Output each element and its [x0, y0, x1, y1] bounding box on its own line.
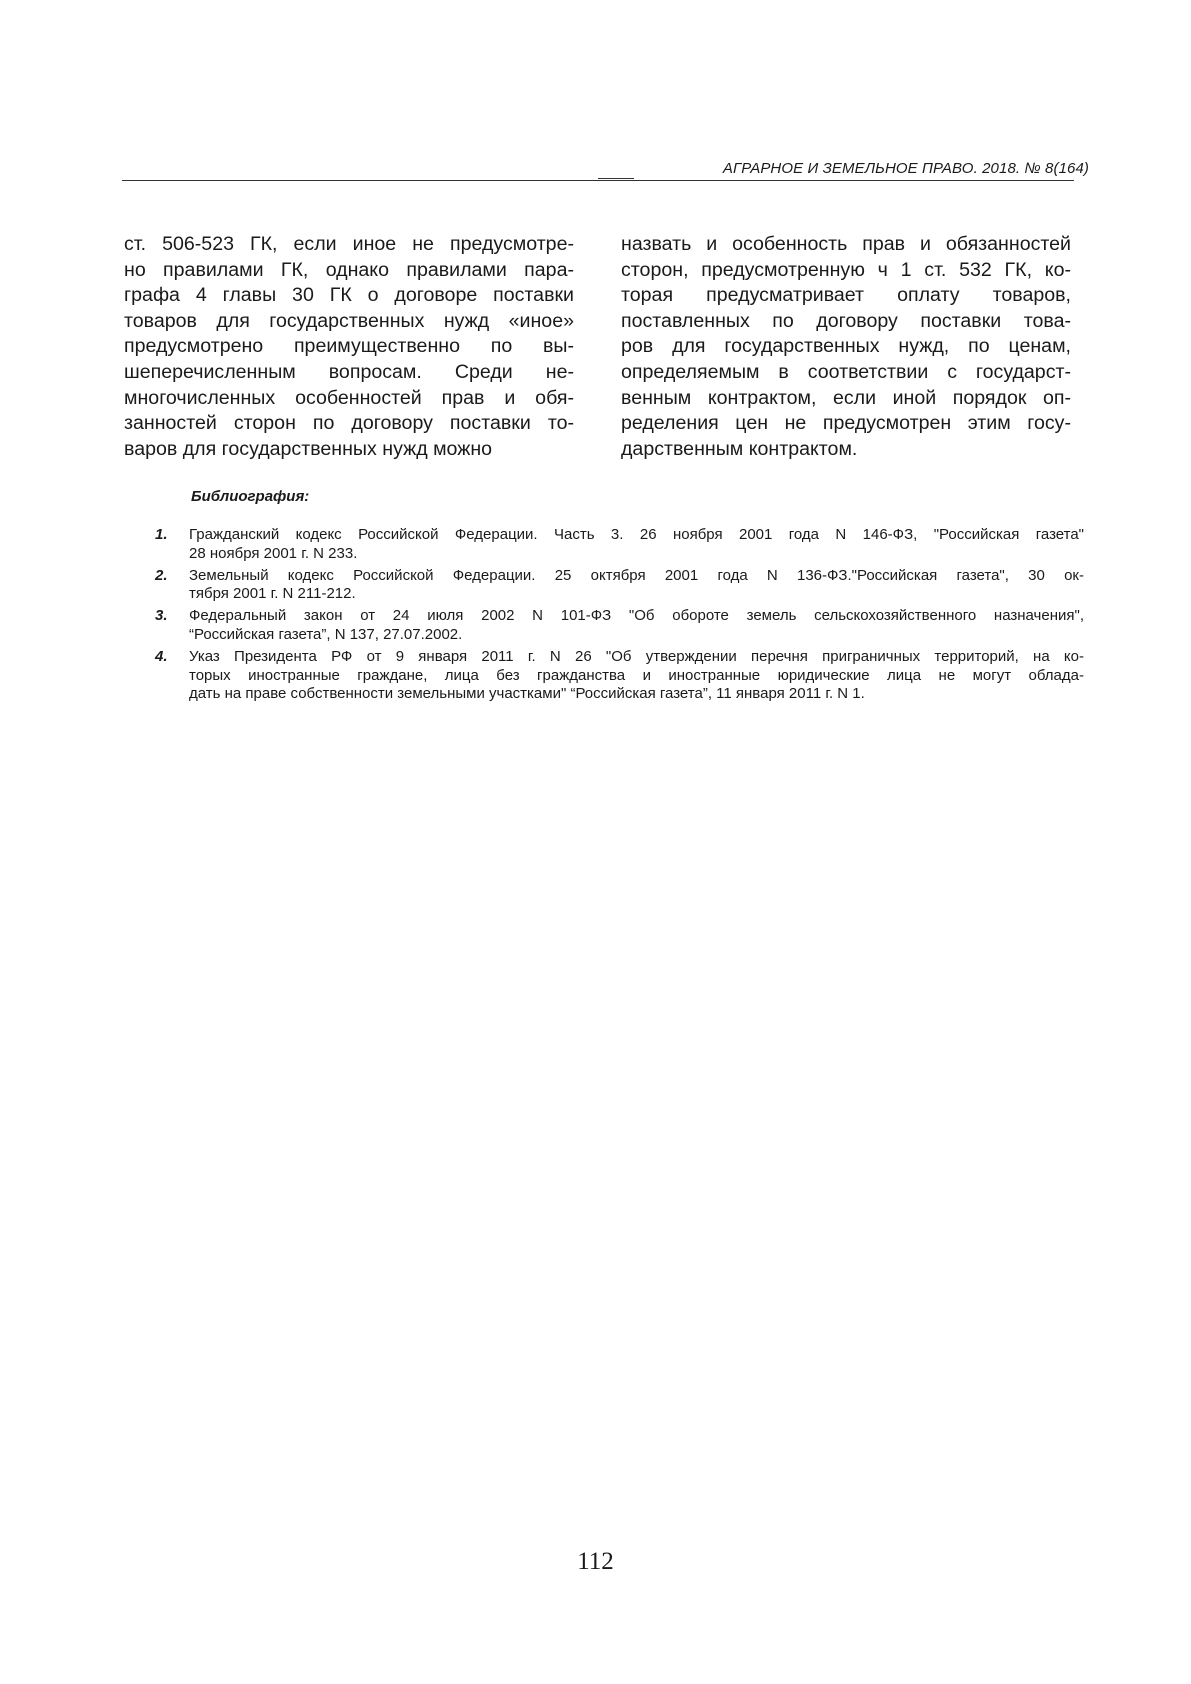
- bibliography-item-line: 28 ноября 2001 г. N 233.: [189, 544, 358, 562]
- bibliography-item: [155, 526, 1084, 563]
- bibliography-item-line: Указ Президента РФ от 9 января 2011 г. N 26 "Об утверждении перечня приграничных территорий, на ко-: [189, 648, 1084, 666]
- bibliography-item: [155, 607, 1084, 644]
- body-text-line: ст. 506-523 ГК, если иное не предусмотре-: [124, 233, 574, 255]
- bibliography-item-number: 3.: [155, 607, 168, 625]
- bibliography-item-line: дать на праве собственности земельными участками" “Российская газета”, 11 января 2011 г. N 1.: [189, 685, 865, 703]
- journal-running-header: АГРАРНОЕ И ЗЕМЕЛЬНОЕ ПРАВО. 2018. № 8(164): [722, 160, 1089, 177]
- bibliography-item: [155, 567, 1084, 604]
- body-text-line: варов для государственных нужд можно: [124, 437, 493, 460]
- bibliography-item-number: 4.: [155, 648, 168, 666]
- body-text-line: венным контрактом, если иной порядок оп-: [621, 386, 1071, 409]
- body-text-line: торая предусматривает оплату товаров,: [621, 284, 1071, 307]
- bibliography-item-line: Земельный кодекс Российской Федерации. 25 октября 2001 года N 136-ФЗ."Российская газета", 30 ок-: [189, 566, 1084, 584]
- body-left-column: [124, 232, 574, 462]
- body-text-line: шеперечисленным вопросам. Среди не-: [124, 360, 574, 383]
- bibliography-item-line: Федеральный закон от 24 июля 2002 N 101-ФЗ "Об обороте земель сельскохозяйственного назначения",: [189, 607, 1084, 625]
- bibliography-item-number: 1.: [155, 526, 168, 543]
- header-rule-accent: [598, 178, 634, 179]
- body-text-line: определяемым в соответствии с государст-: [621, 360, 1071, 383]
- bibliography-heading: Библиография:: [191, 488, 310, 505]
- body-text-line: ределения цен не предусмотрен этим госу-: [621, 412, 1071, 435]
- body-text-line: поставленных по договору поставки това-: [621, 309, 1071, 332]
- body-text-line: многочисленных особенностей прав и обя-: [124, 386, 574, 409]
- bibliography-item: [155, 648, 1084, 704]
- body-text-line: предусмотрено преимущественно по вы-: [124, 335, 574, 358]
- bibliography-item-line: “Российская газета”, N 137, 27.07.2002.: [189, 625, 463, 643]
- body-text-line: графа 4 главы 30 ГК о договоре поставки: [124, 284, 574, 307]
- body-text-line: ров для государственных нужд, по ценам,: [621, 335, 1071, 358]
- bibliography-item-number: 2.: [155, 566, 168, 584]
- bibliography-list: [155, 526, 1084, 707]
- header-rule: [122, 180, 1074, 181]
- page-number: 112: [577, 1548, 614, 1575]
- bibliography-item-line: торых иностранные граждане, лица без гражданства и иностранные юридические лица не могут облада-: [189, 666, 1084, 684]
- bibliography-item-line: Гражданский кодекс Российской Федерации. Часть 3. 26 ноября 2001 года N 146-ФЗ, "Российская газета": [189, 526, 1084, 543]
- bibliography-item-line: тября 2001 г. N 211-212.: [189, 585, 356, 603]
- body-text-line: товаров для государственных нужд «иное»: [124, 309, 574, 332]
- body-text-line: сторон, предусмотренную ч 1 ст. 532 ГК, ко-: [621, 258, 1071, 281]
- body-text-line: занностей сторон по договору поставки то-: [124, 412, 574, 435]
- body-text-line: дарственным контрактом.: [621, 437, 858, 460]
- body-right-column: [621, 232, 1071, 462]
- body-text-line: но правилами ГК, однако правилами пара-: [124, 258, 574, 281]
- body-text-line: назвать и особенность прав и обязанностей: [621, 233, 1071, 255]
